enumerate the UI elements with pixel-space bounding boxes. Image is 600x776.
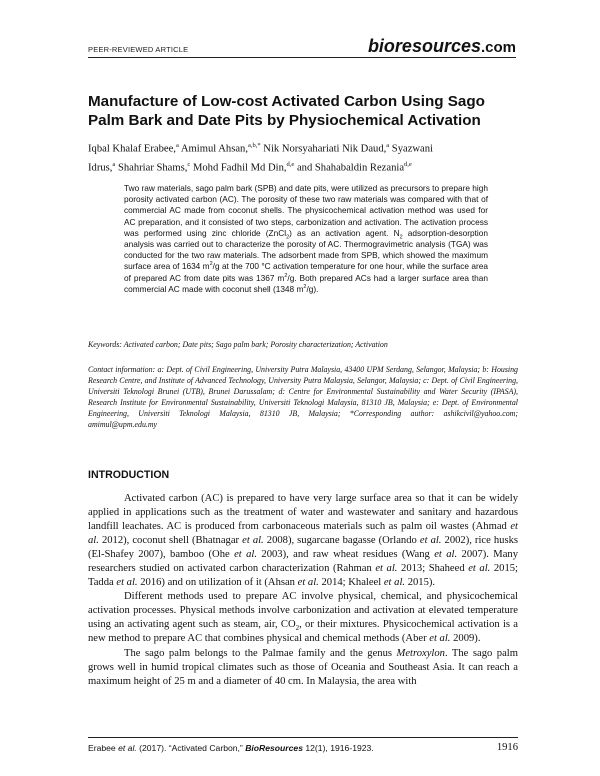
body-text: The sago palm belongs to the Palmae family and the genus: [124, 647, 397, 659]
et-al: et al.: [468, 563, 491, 575]
title-line-1: Manufacture of Low-cost Activated Carbon Using Sago: [88, 93, 485, 110]
author-4-last: Idrus,: [88, 162, 113, 174]
page-footer: [88, 737, 518, 758]
author-6: Mohd Fadhil Md Din,: [190, 162, 287, 174]
et-al: et al.: [434, 549, 458, 561]
abstract-sup: 2: [303, 284, 307, 291]
authors-line-2: [88, 157, 518, 176]
header-label: PEER-REVIEWED ARTICLE: [88, 45, 189, 54]
intro-paragraph-2: [88, 590, 518, 646]
author-3-aff: a: [386, 142, 390, 149]
author-7: and Shahabaldin Rezania: [294, 162, 405, 174]
intro-paragraph-1: [88, 492, 518, 590]
abstract: [124, 183, 488, 295]
cite-etal: et al.: [118, 743, 137, 753]
author-list: [88, 138, 518, 175]
et-al: et al.: [297, 577, 319, 589]
et-al: et al.: [419, 535, 442, 547]
brand-main: bioresources: [367, 36, 481, 56]
abstract-text: Two raw materials, sago palm bark (SPB) and date pits, were utilized as precursors to prepare high porosity activated carbon (AC). The porosity of these two raw materials was compared with that of commercial AC made from coconut shells. The physicochemical activation method was used for AC preparation, and it consisted of two steps, carbonization and activation. The activation process was performed using zinc chloride (ZnCl: [124, 183, 488, 238]
et-al: et al.: [375, 563, 398, 575]
abstract-sup: 2: [284, 272, 288, 279]
body-sub: 2: [295, 624, 300, 633]
author-7-aff: d,e: [404, 160, 412, 168]
cite-text: (2017). “Activated Carbon,”: [136, 743, 246, 753]
author-2-aff: a,b,*: [248, 142, 261, 149]
introduction-body: [88, 492, 518, 689]
authors-line-1: [88, 138, 518, 157]
author-6-aff: d,e: [286, 160, 295, 168]
running-header: [88, 34, 516, 58]
cite-journal: BioResources: [245, 743, 303, 753]
author-1-aff: a: [175, 142, 179, 149]
body-text: 2003), and raw wheat residues (Wang: [257, 549, 435, 561]
article-title: [88, 92, 518, 130]
keywords: Keywords: Activated carbon; Date pits; Sago palm bark; Porosity characterization; Activation: [88, 340, 388, 349]
cite-text: Erabee: [88, 743, 119, 753]
author-5-aff: c: [187, 160, 191, 168]
et-al: et al.: [242, 535, 264, 547]
body-text: 2014; Khaleel: [318, 577, 384, 589]
body-text: 2008), sugarcane bagasse (Orlando: [263, 535, 420, 547]
abstract-text: /g at the 700 °C activation temperature for one hour, while the surface area of prepared AC from date pits was 1367 m: [124, 261, 489, 283]
abstract-text: /g. Both prepared ACs had a larger surface area than commercial AC made with coconut shell (1348 m: [124, 272, 488, 294]
author-1: Iqbal Khalaf Erabee,: [88, 143, 176, 155]
et-al: et al.: [116, 577, 138, 589]
author-3: Nik Norsyahariati Nik Daud,: [260, 143, 387, 155]
header-rule: [88, 57, 516, 58]
body-text: 2015; Tadda: [88, 563, 518, 589]
et-al: et al.: [429, 633, 451, 645]
title-line-2: Palm Bark and Date Pits by Physiochemical Activation: [88, 112, 481, 129]
body-text: 2012), coconut shell (Bhatnagar: [98, 535, 243, 547]
body-text: . The sago palm grows well in humid tropical climates such as those of Oceania and Southeast Asia. It can reach a maximum height of 25 m and a diameter of 40 cm. In Malaysia, the area with: [88, 647, 518, 687]
body-text: 2016) and on utilization of it (Ahsan: [137, 577, 298, 589]
section-heading-introduction: INTRODUCTION: [88, 469, 170, 481]
body-text: 2015).: [405, 577, 436, 589]
body-text: 2009).: [450, 633, 481, 645]
author-4-first: Syazwani: [389, 143, 433, 155]
author-4-aff: a: [112, 160, 116, 168]
body-text: Different methods used to prepare AC involve physical, chemical, and physicochemical activation processes. Physical methods involve carbonization and activation at elevated temperature using an activating agent such as steam, air, CO: [88, 591, 518, 631]
abstract-sub: 2: [399, 234, 403, 241]
abstract-text: ) as an activation agent. N: [289, 227, 400, 238]
abstract-sup: 2: [209, 261, 213, 268]
abstract-text: adsorption-desorption analysis was carried out to characterize the porosity of AC. Thermogravimetric analysis (TGA) was conducted for the two raw materials. The adsorbent made from SPB, which showed the maximum surface area of 1634 m: [124, 227, 488, 272]
footer-citation: [88, 743, 374, 753]
brand-suffix: .com: [480, 39, 516, 56]
journal-brand: [368, 36, 516, 57]
intro-paragraph-3: [88, 647, 518, 689]
contact-information: Contact information: a: Dept. of Civil Engineering, University Putra Malaysia, 43400 UPM Serdang, Selangor, Malaysia; b: Housing Research Centre, and Institute of Advanced Technology, University Putra Malaysia, Selangor, Malaysia; c: Dept. of Civil Engineering, Universiti Teknologi Brunei (UTB), Brunei Darussalam; d: Centre for Environmental Sustainability and Water Security (IPASA), Research Institute for Environmental Sustainability, Universiti Teknologi Malaysia, 81310 JB, Malaysia; e: Dept. of Environmental Engineering, Universiti Teknologi Malaysia, 81310 JB, Malaysia; *Corresponding author: ashikcivil@yahoo.com; amimul@upm.edu.my: [88, 365, 518, 429]
et-al: et al.: [88, 521, 518, 547]
abstract-text: /g).: [306, 283, 319, 294]
author-2: Amimul Ahsan,: [178, 143, 248, 155]
et-al: et al.: [234, 549, 258, 561]
body-text: 2007). Many researchers studied on activated carbon characterization (Rahman: [88, 549, 518, 575]
page-number: 1916: [496, 742, 518, 753]
author-5: Shahriar Shams,: [115, 162, 188, 174]
genus-name: Metroxylon: [396, 647, 445, 659]
body-text: Activated carbon (AC) is prepared to have very large surface area so that it can be widely applied in applications such as the treatment of water and wastewater and sanitary and hazardous landfill leachates. AC is produced from carbonaceous materials such as palm oil wastes (Ahmad: [88, 493, 518, 533]
body-text: 2013; Shaheed: [397, 563, 469, 575]
et-al: et al.: [383, 577, 406, 589]
body-text: 2002), rice husks (El-Shafey 2007), bamboo (Ohe: [88, 535, 518, 561]
cite-text: 12(1), 1916-1923.: [302, 743, 374, 753]
abstract-sub: 2: [286, 234, 290, 241]
body-text: , or their mixtures. Physicochemical activation is a new method to prepare AC that combines physical and chemical methods (Aber: [88, 619, 519, 645]
